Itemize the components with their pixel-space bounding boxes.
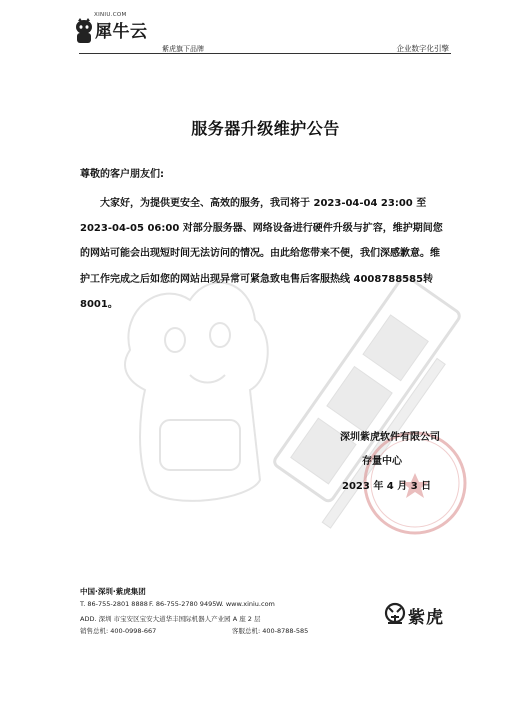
slogan: 企业数字化引擎: [396, 44, 449, 53]
footer-website: W. www.xiniu.com: [216, 600, 275, 608]
greeting: 尊敬的客户朋友们:: [80, 169, 164, 180]
signature-date: 2023 年 4 月 3 日: [342, 481, 432, 492]
footer-brand-wordmark: 紫虎: [408, 608, 444, 628]
notice-body: [80, 191, 454, 317]
body-line: 2023-04-05 06:00 对部分服务器、网络设备进行硬件升级与扩容，维护期间您: [80, 223, 443, 235]
signature-department: 存量中心: [362, 456, 402, 467]
footer-fax: F. 86-755-2780 9495: [149, 600, 217, 608]
footer-service-line: 客服总机: 400-8788-585: [232, 627, 309, 635]
logo-domain: XINIU.COM: [94, 12, 127, 18]
footer-address: ADD. 深圳 市宝安区宝安大道华丰国际机器人产业园 A 座 2 层: [80, 615, 261, 623]
header-divider: [79, 53, 451, 54]
signature-company: 深圳紫虎软件有限公司: [340, 432, 440, 443]
footer-telephone: T. 86-755-2801 8888: [80, 600, 148, 608]
body-line: 的网站可能会出现短时间无法访问的情况。由此给您带来不便，我们深感歉意。维: [80, 248, 440, 260]
body-line: 8001。: [80, 298, 118, 310]
body-line: 大家好，为提供更安全、高效的服务，我司将于 2023-04-04 23:00 至: [100, 198, 427, 209]
footer-group-name: 中国·深圳·紫虎集团: [80, 587, 146, 596]
notice-title: 服务器升级维护公告: [191, 119, 340, 138]
footer-sales-line: 销售总机: 400-0998-667: [80, 627, 157, 635]
brand-tagline: 紫虎旗下品牌: [162, 45, 204, 53]
body-line: 护工作完成之后如您的网站出现异常可紧急致电售后客服热线 4008788585转: [80, 273, 434, 285]
logo-wordmark: 犀牛云: [95, 22, 148, 42]
rhino-mascot-icon: [74, 18, 94, 44]
tiger-logo-icon: [384, 602, 406, 626]
